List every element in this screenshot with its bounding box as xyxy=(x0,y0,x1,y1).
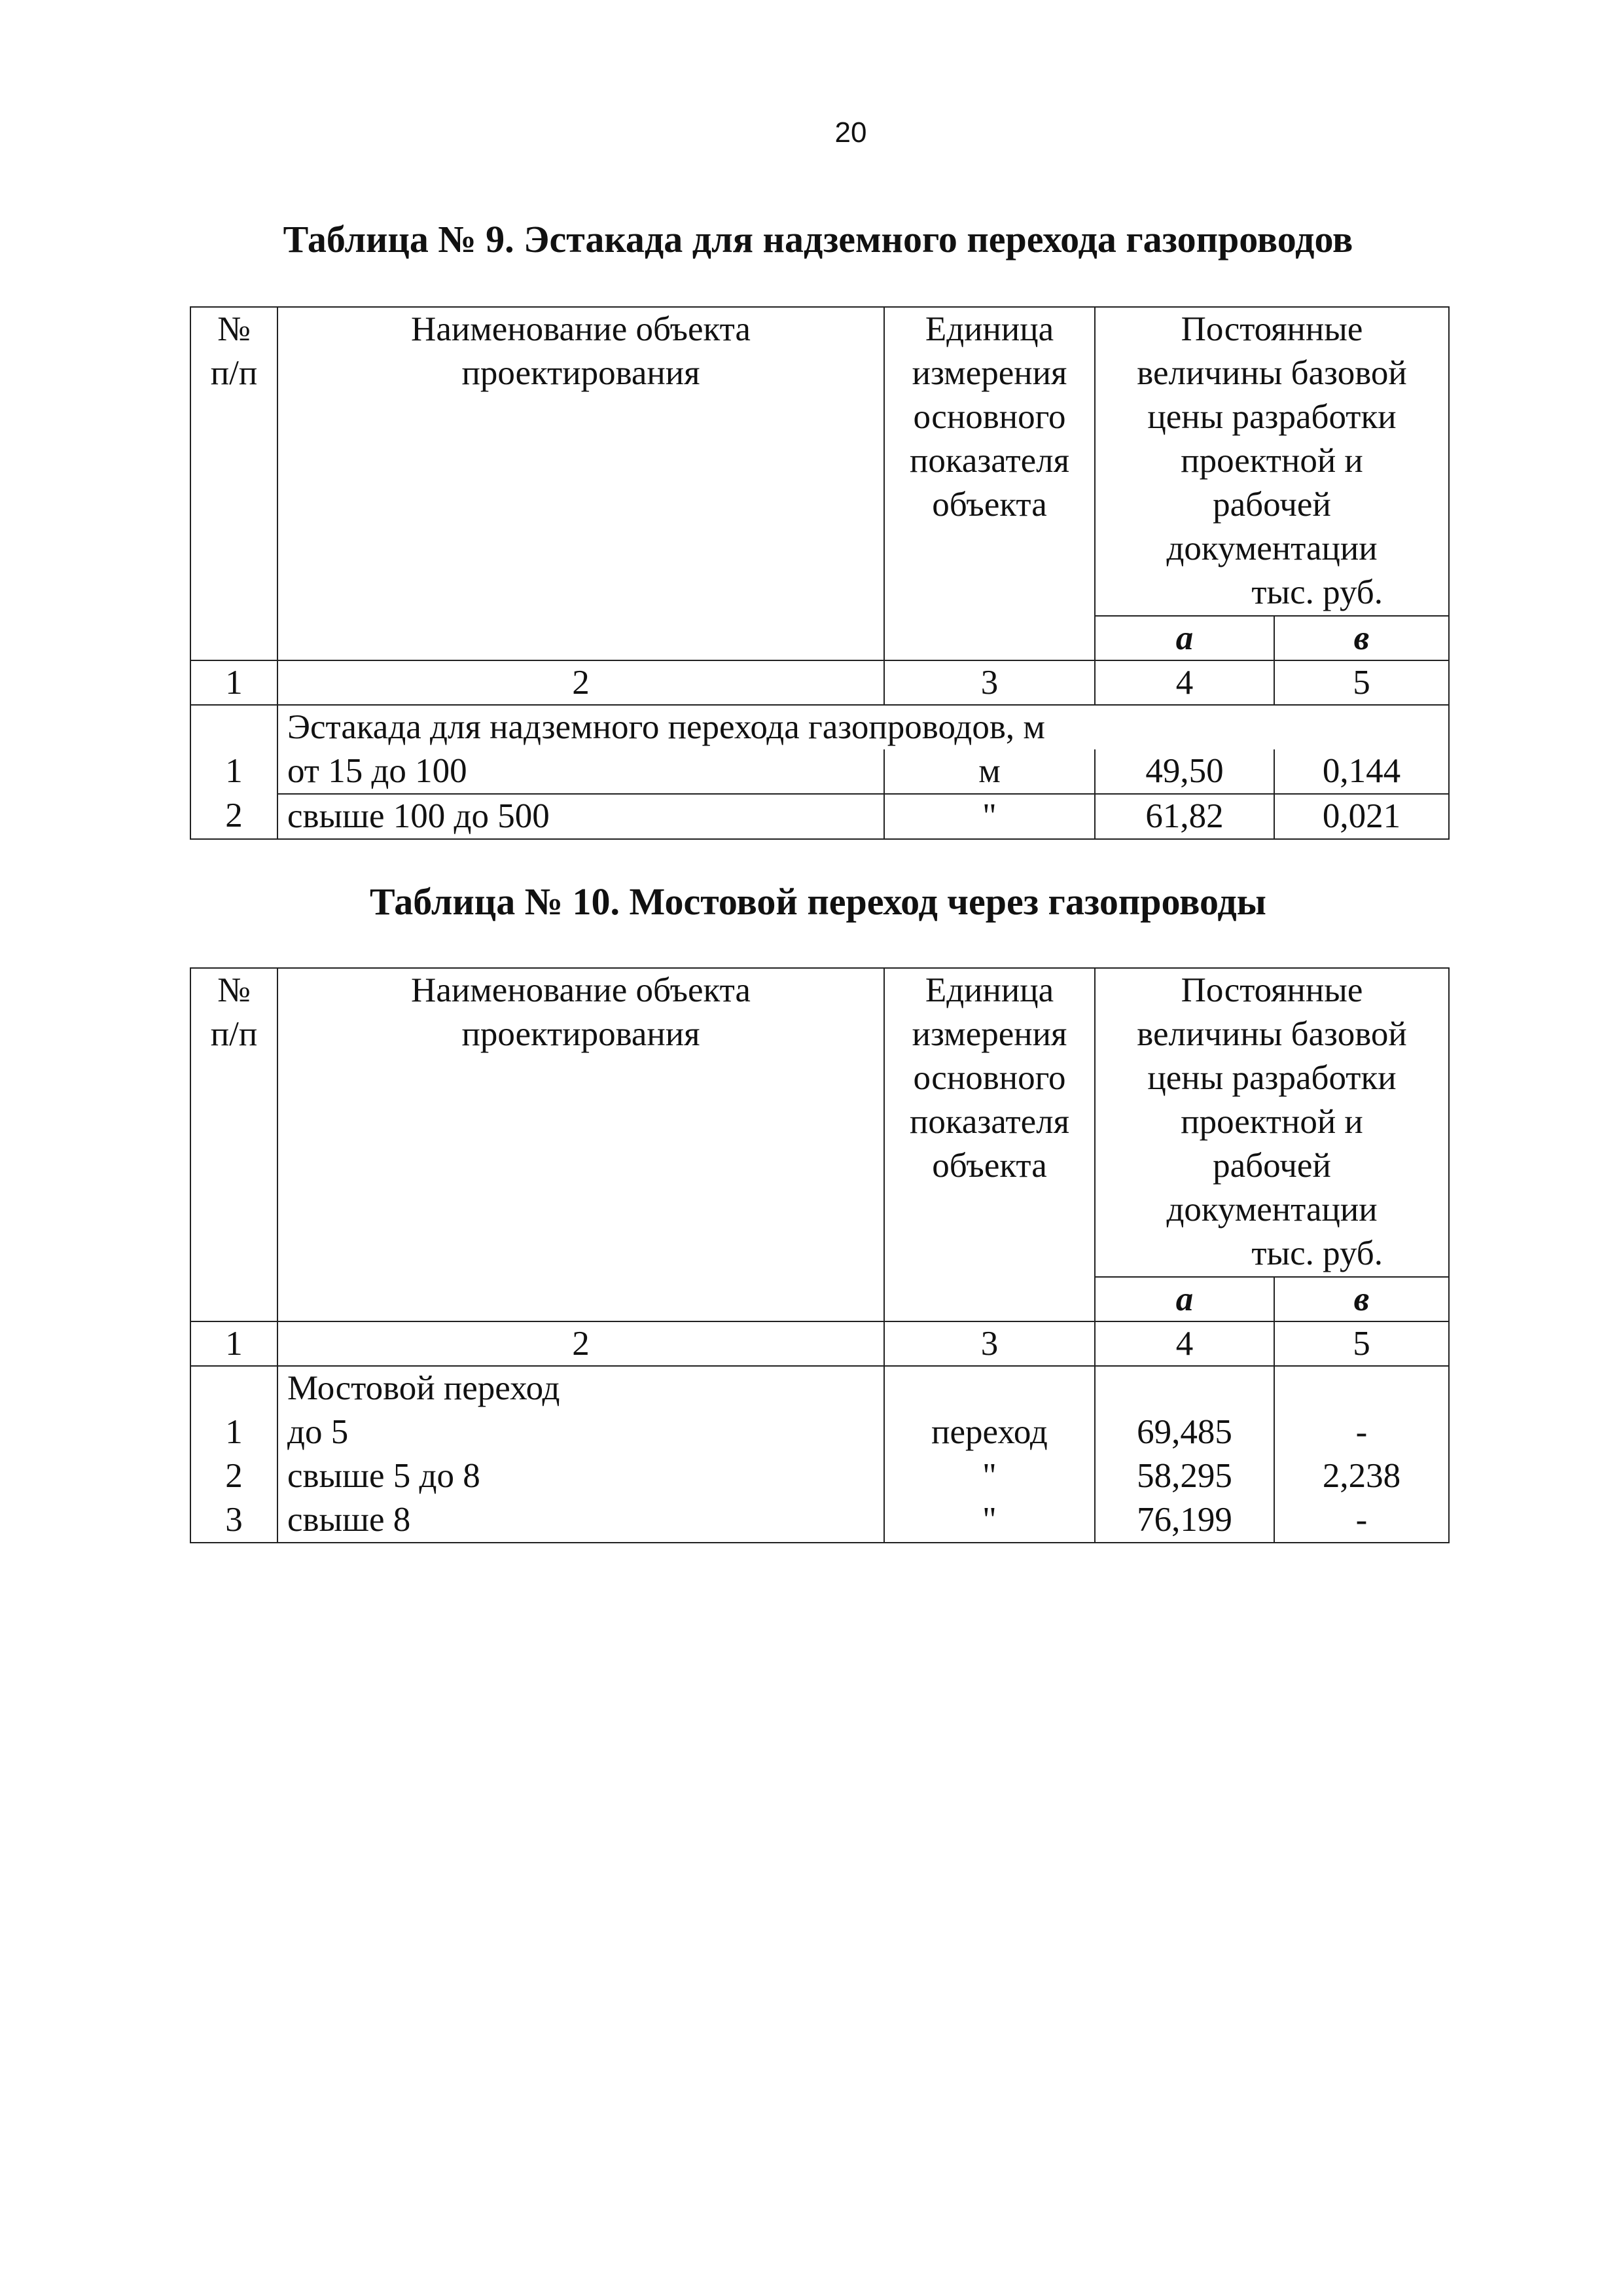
header-price-line: Постоянные xyxy=(1181,971,1363,1009)
header-sub-a: а xyxy=(1095,1277,1274,1321)
row-unit: " xyxy=(884,794,1095,839)
row-name: свыше 8 xyxy=(277,1498,884,1543)
header-num xyxy=(190,968,277,1321)
table-row xyxy=(190,1410,1449,1454)
header-num-line: № xyxy=(217,310,251,348)
header-price-line: рабочей xyxy=(1213,486,1331,524)
header-price-line: величины базовой xyxy=(1137,354,1407,392)
row-num: 2 xyxy=(190,1454,277,1498)
header-unit xyxy=(884,307,1095,660)
row-value-a: 69,485 xyxy=(1095,1410,1274,1454)
row-num: 1 xyxy=(190,1410,277,1454)
row-name: до 5 xyxy=(277,1410,884,1454)
table10 xyxy=(190,967,1450,1543)
header-name xyxy=(277,968,884,1321)
header-price-line: проектной и xyxy=(1181,442,1363,480)
empty-cell xyxy=(1095,1366,1274,1410)
header-unit-line: Единица xyxy=(925,310,1054,348)
header-price-line: Постоянные xyxy=(1181,310,1363,348)
header-name-line: проектирования xyxy=(461,1015,700,1053)
index-cell: 1 xyxy=(190,1321,277,1366)
header-price-line: документации xyxy=(1166,529,1378,567)
row-num: 1 xyxy=(190,749,277,794)
row-value-a: 76,199 xyxy=(1095,1498,1274,1543)
header-unit-line: измерения xyxy=(912,1015,1067,1053)
header-sub-b: в xyxy=(1274,1277,1449,1321)
table-row xyxy=(190,794,1449,839)
index-cell: 4 xyxy=(1095,1321,1274,1366)
header-unit-line: измерения xyxy=(912,354,1067,392)
group-label: Мостовой переход xyxy=(277,1366,884,1410)
header-price-line: проектной и xyxy=(1181,1103,1363,1141)
header-sub-a: а xyxy=(1095,616,1274,660)
row-value-b: - xyxy=(1274,1410,1449,1454)
header-price-line: цены разработки xyxy=(1147,398,1397,436)
header-price-line: цены разработки xyxy=(1147,1059,1397,1097)
header-num-line: № xyxy=(217,971,251,1009)
index-cell: 5 xyxy=(1274,660,1449,705)
header-price-unit: тыс. руб. xyxy=(1251,1234,1383,1272)
header-price-line: рабочей xyxy=(1213,1147,1331,1185)
header-name-line: проектирования xyxy=(461,354,700,392)
row-value-b: - xyxy=(1274,1498,1449,1543)
table-row xyxy=(190,1498,1449,1543)
row-value-b: 2,238 xyxy=(1274,1454,1449,1498)
header-num-line: п/п xyxy=(210,354,258,392)
header-num-line: п/п xyxy=(210,1015,258,1053)
row-name: от 15 до 100 xyxy=(277,749,884,794)
index-cell: 4 xyxy=(1095,660,1274,705)
table-row-num xyxy=(190,705,277,749)
table-row-num xyxy=(190,1366,277,1410)
header-name-line: Наименование объекта xyxy=(411,971,751,1009)
header-unit xyxy=(884,968,1095,1321)
index-cell: 3 xyxy=(884,1321,1095,1366)
row-num: 3 xyxy=(190,1498,277,1543)
index-cell: 1 xyxy=(190,660,277,705)
table-row xyxy=(190,1454,1449,1498)
header-unit-line: основного xyxy=(913,1059,1066,1097)
table9-title: Таблица № 9. Эстакада для надземного перехода газопроводов xyxy=(283,218,1353,260)
index-cell: 5 xyxy=(1274,1321,1449,1366)
header-num xyxy=(190,307,277,660)
table9 xyxy=(190,306,1450,840)
row-unit: " xyxy=(884,1454,1095,1498)
index-cell: 2 xyxy=(277,1321,884,1366)
row-value-a: 58,295 xyxy=(1095,1454,1274,1498)
empty-cell xyxy=(884,1366,1095,1410)
header-unit-line: показателя xyxy=(910,442,1069,480)
header-unit-line: объекта xyxy=(932,486,1047,524)
row-unit: " xyxy=(884,1498,1095,1543)
header-price-unit: тыс. руб. xyxy=(1251,573,1383,611)
row-value-a: 61,82 xyxy=(1095,794,1274,839)
index-cell: 2 xyxy=(277,660,884,705)
table10-title: Таблица № 10. Мостовой переход через газопроводы xyxy=(370,880,1266,923)
header-unit-line: Единица xyxy=(925,971,1054,1009)
row-unit: м xyxy=(884,749,1095,794)
header-unit-line: показателя xyxy=(910,1103,1069,1141)
header-price xyxy=(1095,968,1449,1277)
row-value-a: 49,50 xyxy=(1095,749,1274,794)
row-name: свыше 5 до 8 xyxy=(277,1454,884,1498)
row-value-b: 0,021 xyxy=(1274,794,1449,839)
index-cell: 3 xyxy=(884,660,1095,705)
header-name xyxy=(277,307,884,660)
page-number: 20 xyxy=(834,117,867,149)
header-name-line: Наименование объекта xyxy=(411,310,751,348)
row-value-b: 0,144 xyxy=(1274,749,1449,794)
row-num: 2 xyxy=(190,794,277,839)
row-unit: переход xyxy=(884,1410,1095,1454)
header-unit-line: основного xyxy=(913,398,1066,436)
group-label: Эстакада для надземного перехода газопроводов, м xyxy=(277,705,1449,749)
header-sub-b: в xyxy=(1274,616,1449,660)
header-price xyxy=(1095,307,1449,616)
empty-cell xyxy=(1274,1366,1449,1410)
table-row xyxy=(190,749,1449,794)
header-unit-line: объекта xyxy=(932,1147,1047,1185)
row-name: свыше 100 до 500 xyxy=(277,794,884,839)
header-price-line: документации xyxy=(1166,1191,1378,1229)
header-price-line: величины базовой xyxy=(1137,1015,1407,1053)
